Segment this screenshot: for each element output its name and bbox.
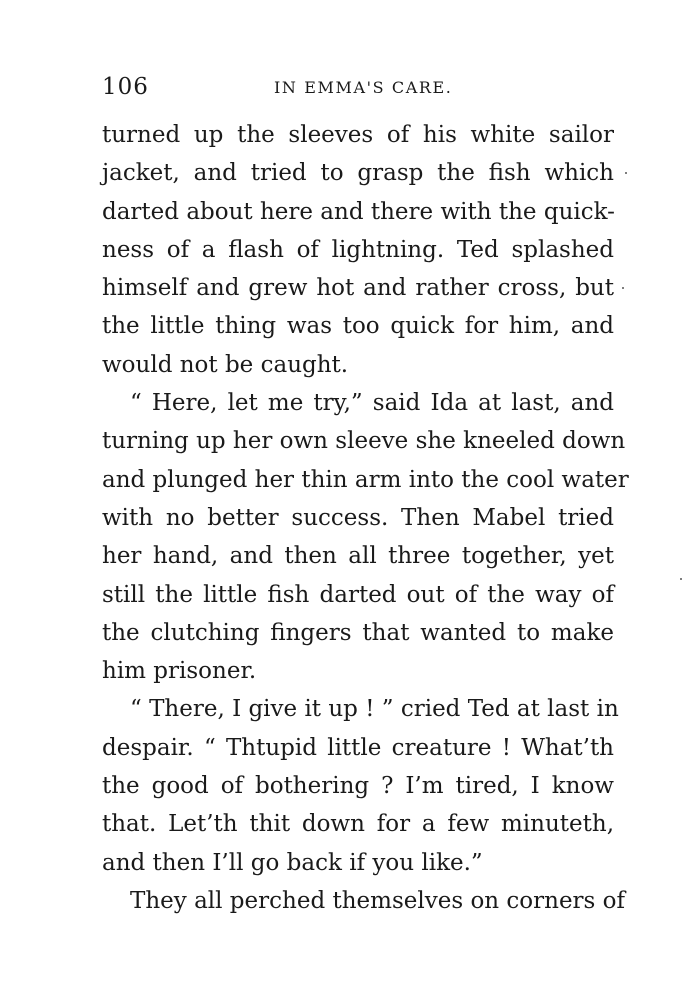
text-line: despair. “ Thtupid little creature ! What’th xyxy=(102,734,614,761)
text-line: him prisoner. xyxy=(102,658,257,685)
text-line: jacket, and tried to grasp the fish which xyxy=(102,160,614,187)
text-line: and plunged her thin arm into the cool water xyxy=(102,466,629,493)
text-line: the clutching fingers that wanted to make xyxy=(102,619,614,646)
text-line: still the little fish darted out of the way of xyxy=(102,581,614,608)
text-line: her hand, and then all three together, yet xyxy=(102,543,614,570)
page-number: 106 xyxy=(102,74,149,100)
text-line: would not be caught. xyxy=(102,351,349,378)
text-line: They all perched themselves on corners of xyxy=(130,887,626,914)
body-text xyxy=(102,116,629,920)
text-line: and then I’ll go back if you like.” xyxy=(102,849,483,876)
text-line: turned up the sleeves of his white sailor xyxy=(102,122,614,148)
text-line: with no better success. Then Mabel tried xyxy=(102,504,614,531)
text-line: “ There, I give it up ! ” cried Ted at last in xyxy=(130,696,619,723)
paper-speck xyxy=(625,172,627,174)
paper-speck xyxy=(680,578,682,580)
running-title: IN EMMA'S CARE. xyxy=(274,78,453,97)
text-line: the little thing was too quick for him, and xyxy=(102,313,614,340)
text-line: ness of a flash of lightning. Ted splashed xyxy=(102,236,614,263)
text-line: the good of bothering ? I’m tired, I know xyxy=(102,773,614,800)
text-line: turning up her own sleeve she kneeled down xyxy=(102,428,626,455)
text-line: darted about here and there with the quick- xyxy=(102,198,615,225)
page-header xyxy=(102,74,614,106)
paper-speck xyxy=(622,287,624,289)
text-line: himself and grew hot and rather cross, but xyxy=(102,275,614,302)
text-line: “ Here, let me try,” said Ida at last, and xyxy=(130,390,614,417)
text-line: that. Let’th thit down for a few minuteth, xyxy=(102,811,614,838)
